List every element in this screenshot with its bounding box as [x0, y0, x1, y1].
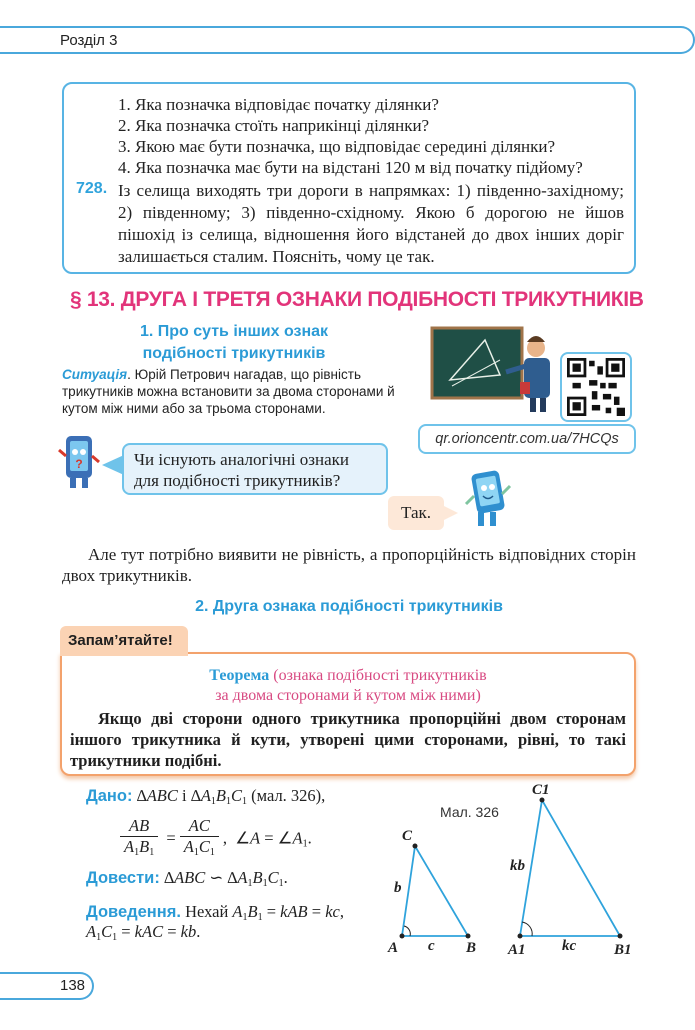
- question-4: 4. Яка позначка має бути на відстані 120 м від початку підйому?: [118, 158, 583, 177]
- page-number: 138: [60, 977, 86, 994]
- given-line: Дано: ∆ABC і $\Delta A_1B_1C_1$ (мал. 326),: [86, 786, 326, 807]
- label-b: b: [394, 880, 402, 896]
- answer-bubble-tail: [444, 506, 458, 520]
- theorem-title-line2: за двома сторонами й кутом між ними): [215, 687, 481, 704]
- given-reference: (мал. 326),: [247, 786, 326, 805]
- problem-text: Із селища виходять три дороги в напрямках: 1) південно-західному; 2) південному; 3) південно-східному. Якою б дорогою не йшов пішохід із селища, відношення його відстаней до двох інших доріг залишається сталим. Поясніть, чому це так.: [118, 181, 624, 266]
- figure-caption: Мал. 326: [440, 804, 499, 820]
- label-A: A: [388, 940, 399, 956]
- label-kc: kc: [562, 938, 577, 954]
- label-C1: C1: [532, 782, 550, 798]
- theorem-title-rest: (ознака подібності трикутників: [269, 667, 487, 684]
- theorem-word: Теорема: [209, 667, 270, 684]
- question-1: 1. Яка позначка відповідає початку ділянки?: [118, 95, 439, 114]
- label-kb: kb: [510, 858, 525, 874]
- qr-code-icon: [566, 358, 626, 416]
- teacher-board-illustration: [430, 320, 560, 412]
- proof-text: Нехай: [180, 902, 233, 921]
- figure-326: [380, 780, 650, 970]
- question-bubble-tail: [102, 455, 124, 475]
- intro-paragraph: Але тут потрібно виявити не рівність, а пропорційність відповідних сторін двох трикутників.: [62, 545, 636, 585]
- situation-body: . Юрій Петрович нагадав, що рівність трикутників можна встановити за двома сторонами й кутом між ними або за трьома сторонами.: [62, 367, 395, 416]
- qr-url-link[interactable]: qr.orioncentr.com.ua/7HCQs: [418, 424, 636, 454]
- subsection-1-title: 1. Про суть інших ознак подібності трикутників: [139, 323, 329, 362]
- question-3: 3. Якою має бути позначка, що відповідає середині ділянки?: [118, 137, 556, 156]
- problem-number: 728.: [76, 180, 108, 197]
- given-label: Дано:: [86, 787, 133, 805]
- subsection-2-title: 2. Друга ознака подібності трикутників: [195, 598, 503, 615]
- qr-code[interactable]: [560, 352, 632, 422]
- svg-text:?: ?: [75, 457, 83, 471]
- answer-bubble: Так.: [388, 496, 444, 530]
- situation-text: [62, 366, 412, 417]
- prove-label: Довести:: [86, 869, 160, 887]
- proof-label: Доведення.: [86, 903, 181, 921]
- label-A1: A1: [508, 942, 526, 958]
- label-c: c: [428, 938, 435, 954]
- situation-label: Ситуація: [62, 367, 128, 382]
- phone-robot-left-illustration: [58, 432, 102, 490]
- proof-line-1: Доведення. Нехай $A_1B_1$ = kAB = kc,: [86, 902, 344, 923]
- proof-line-2: $A_1C_1$ = kAC = kb.: [86, 922, 201, 943]
- section-header: Розділ 3: [60, 32, 118, 49]
- label-C: C: [402, 828, 413, 844]
- question-2: 2. Яка позначка стоїть наприкінці ділянки?: [118, 116, 430, 135]
- given-proportion: $\frac{AB}{A_1B_1}$ = $\frac{AC}{A_1C_1}$ , ∠A = $\angle A_1$.: [120, 816, 312, 860]
- label-B: B: [466, 940, 477, 956]
- theorem-title: [60, 666, 636, 706]
- remember-tab: Запам’ятайте!: [60, 626, 188, 656]
- section-title: § 13. ДРУГА І ТРЕТЯ ОЗНАКИ ПОДІБНОСТІ ТРИКУТНИКІВ: [70, 288, 644, 311]
- label-B1: B1: [614, 942, 632, 958]
- phone-robot-right-illustration: [462, 470, 512, 530]
- prove-line: Довести: ∆ABC ∽ $\Delta A_1B_1C_1$.: [86, 868, 288, 889]
- theorem-body: Якщо дві сторони одного трикутника пропорційні двом сторонам іншого трикутника й кути, утворені цими сторонами, рівні, то такі трикутники подібні.: [70, 709, 626, 770]
- question-bubble: Чи існують аналогічні ознаки для подібності трикутників?: [122, 443, 388, 495]
